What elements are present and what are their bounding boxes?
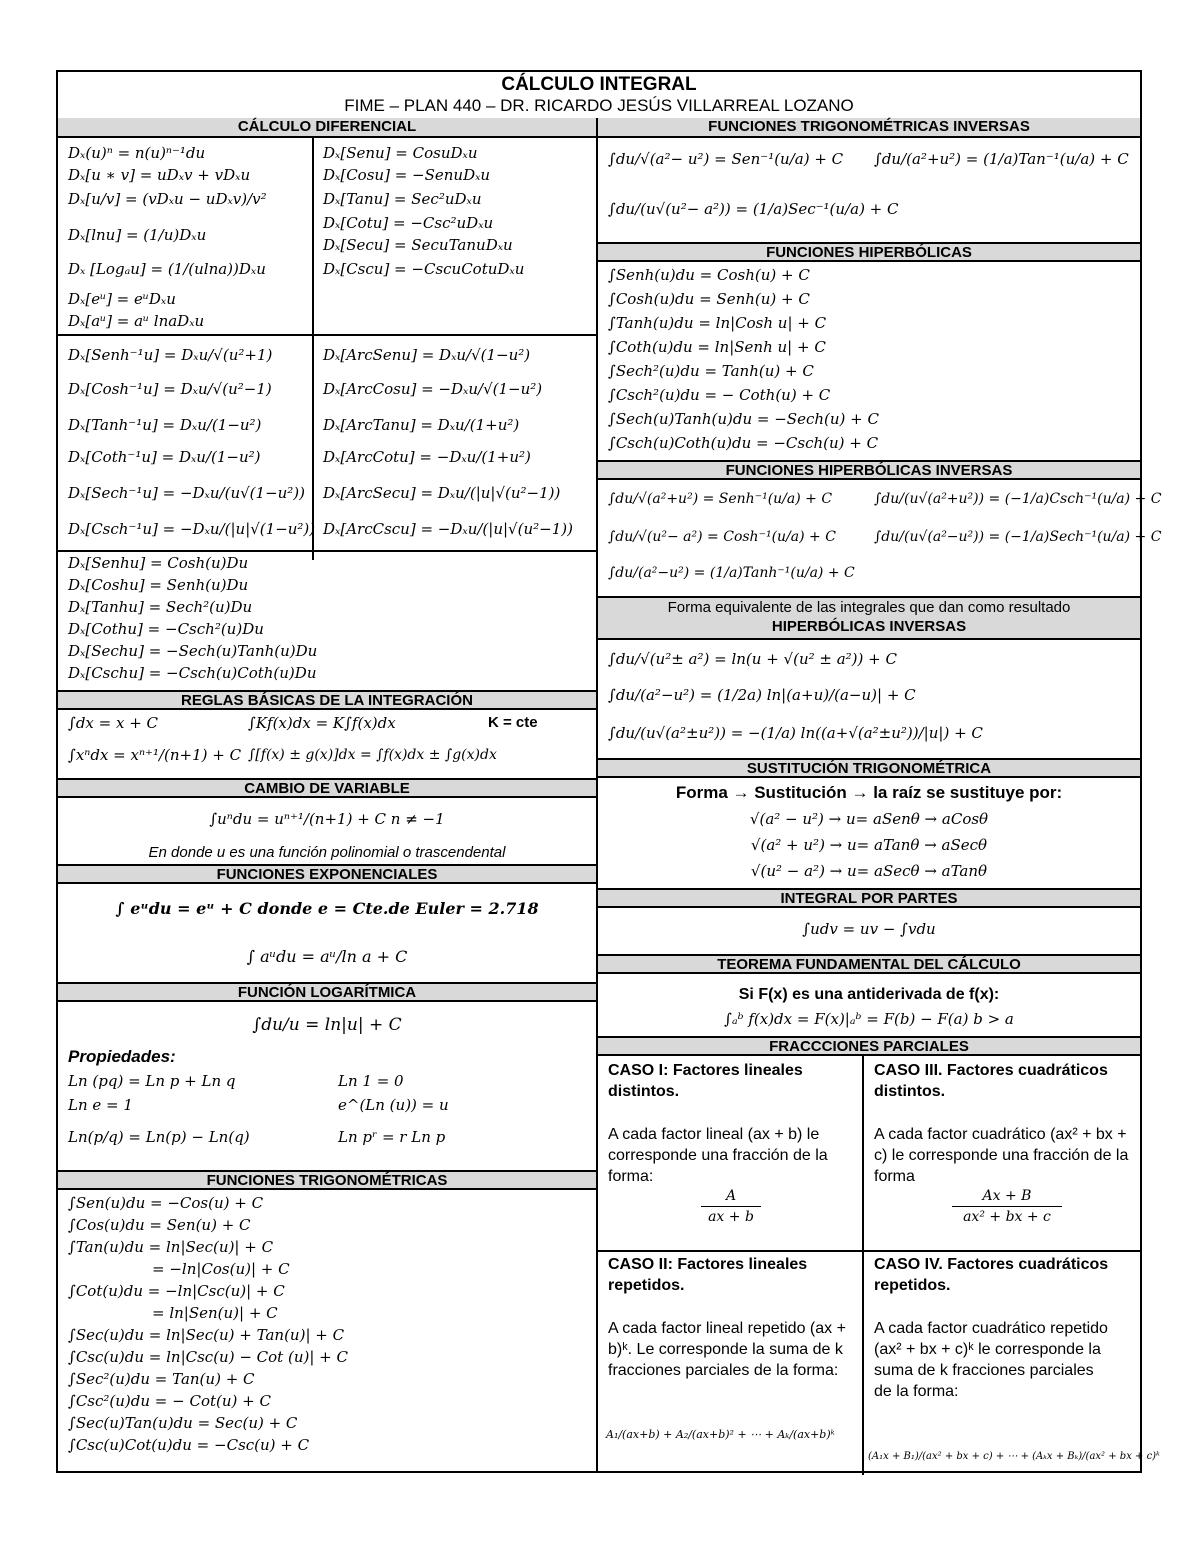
title-block: [58, 72, 1140, 120]
fraction-bar: [701, 1206, 761, 1207]
caso4-formula: (A₁x + B₁)/(ax² + bx + c) + ⋯ + (Aₖx + Bₖ)/(ax² + bx + c)ᵏ: [868, 1451, 1160, 1462]
sust-title: Forma → Sustitución → la raíz se sustituye por:: [675, 783, 1063, 802]
diff-e-2: Dₓ[Tanhu] = Sech²(u)Du: [68, 598, 253, 616]
caso1-title: CASO I: Factores lineales distintos.: [608, 1062, 803, 1100]
diff-c-4: Dₓ[Sech⁻¹u] = −Dₓu/(u√(1−u²)): [68, 484, 306, 502]
hyp-inv-3: ∫du/(u√(a²−u²)) = (−1/a)Sech⁻¹(u/a) + C: [874, 529, 1162, 545]
trig-inv-2: ∫du/(u√(u²− a²)) = (1/a)Sec⁻¹(u/a) + C: [608, 200, 899, 218]
trig-2: ∫Tan(u)du = ln|Sec(u)| + C: [68, 1238, 274, 1256]
diff-c-5: Dₓ[Csch⁻¹u] = −Dₓu/(|u|√(1−u²)): [68, 520, 316, 538]
teo-line-1: Si F(x) es una antiderivada de f(x):: [738, 986, 1000, 1003]
right-column: [598, 118, 1162, 1471]
prop-5: Ln pʳ = r Ln p: [338, 1128, 446, 1146]
diff-a-3: Dₓ[lnu] = (1/u)Dₓu: [68, 226, 207, 244]
regla-2: K = cte: [488, 714, 538, 731]
hyp-2: ∫Tanh(u)du = ln|Cosh u| + C: [608, 314, 827, 332]
trig-10: ∫Sec(u)Tan(u)du = Sec(u) + C: [68, 1414, 298, 1432]
sust-0: √(a² − u²) → u= aSenθ → aCosθ: [749, 810, 989, 828]
hyp-inv-4: ∫du/(a²−u²) = (1/a)Tanh⁻¹(u/a) + C: [608, 565, 855, 581]
diff-d-1: Dₓ[ArcCosu] = −Dₓu/√(1−u²): [323, 380, 543, 398]
cambio-formula: ∫uⁿdu = uⁿ⁺¹/(n+1) + C n ≠ −1: [209, 810, 445, 828]
diff-d-2: Dₓ[ArcTanu] = Dₓu/(1+u²): [323, 416, 520, 434]
diff-b-0: Dₓ[Senu] = CosuDₓu: [323, 144, 478, 162]
diff-e-3: Dₓ[Cothu] = −Csch²(u)Du: [68, 620, 264, 638]
caso1-den: ax + b: [708, 1209, 754, 1225]
equiv-2: ∫du/(u√(a²±u²)) = −(1/a) ln((a+√(a²±u²))/|u|) + C: [608, 724, 983, 742]
diff-b-4: Dₓ[Secu] = SecuTanuDₓu: [323, 236, 513, 254]
teo-line-2: ∫ₐᵇ f(x)dx = F(x)|ₐᵇ = F(b) − F(a) b > a: [724, 1010, 1014, 1028]
prop-2: Ln e = 1: [68, 1096, 133, 1114]
hyp-6: ∫Sech(u)Tanh(u)du = −Sech(u) + C: [608, 410, 879, 428]
divider: [312, 138, 314, 560]
hyp-1: ∫Cosh(u)du = Senh(u) + C: [608, 290, 810, 308]
prop-4: Ln(p/q) = Ln(p) − Ln(q): [68, 1128, 250, 1146]
hyp-inv-0: ∫du/√(a²+u²) = Senh⁻¹(u/a) + C: [608, 491, 833, 507]
exp-header: FUNCIONES EXPONENCIALES: [58, 864, 596, 884]
trig-5: = ln|Sen(u)| + C: [152, 1304, 278, 1322]
diff-a-5: Dₓ[eᵘ] = eᵘDₓu: [68, 290, 176, 308]
caso1-num: A: [725, 1188, 737, 1204]
page-title: CÁLCULO INTEGRAL: [501, 74, 697, 95]
diff-b-5: Dₓ[Cscu] = −CscuCotuDₓu: [323, 260, 525, 278]
page-subtitle: FIME – PLAN 440 – DR. RICARDO JESÚS VILLARREAL LOZANO: [344, 96, 854, 115]
divider: [598, 1250, 1140, 1252]
diff-d-5: Dₓ[ArcCscu] = −Dₓu/(|u|√(u²−1)): [323, 520, 573, 538]
trig-9: ∫Csc²(u)du = − Cot(u) + C: [68, 1392, 271, 1410]
exp-formula-2: ∫ aᵘdu = aᵘ/ln a + C: [246, 947, 408, 966]
caso3-num: Ax + B: [982, 1188, 1032, 1204]
caso1-text: A cada factor lineal (ax + b) le corresponde una fracción de la forma:: [608, 1126, 828, 1185]
sust-1: √(a² + u²) → u= aTanθ → aSecθ: [750, 836, 988, 854]
hyp-inv-1: ∫du/(u√(a²+u²)) = (−1/a)Csch⁻¹(u/a) + C: [874, 491, 1162, 507]
diff-header: CÁLCULO DIFERENCIAL: [58, 118, 596, 138]
diff-c-3: Dₓ[Coth⁻¹u] = Dₓu/(1−u²): [68, 448, 261, 466]
frac-header: FRACCCIONES PARCIALES: [598, 1036, 1140, 1056]
diff-a-1: Dₓ[u ∗ v] = uDₓv + vDₓu: [68, 166, 251, 184]
diff-a-4: Dₓ [Logₐu] = (1/(ulna))Dₓu: [68, 260, 266, 278]
divider: [862, 1056, 864, 1475]
log-formula: ∫du/u = ln|u| + C: [252, 1015, 402, 1035]
diff-d-4: Dₓ[ArcSecu] = Dₓu/(|u|√(u²−1)): [323, 484, 561, 502]
divider: [58, 334, 596, 336]
diff-b-2: Dₓ[Tanu] = Sec²uDₓu: [323, 190, 482, 208]
trig-6: ∫Sec(u)du = ln|Sec(u) + Tan(u)| + C: [68, 1326, 345, 1344]
caso2-title: CASO II: Factores lineales repetidos.: [608, 1256, 808, 1294]
trig-inv-header: FUNCIONES TRIGONOMÉTRICAS INVERSAS: [598, 118, 1140, 138]
exp-formula-1: ∫ eᵘdu = eᵘ + C donde e = Cte.de Euler = 2.718: [115, 899, 539, 918]
reglas-header: REGLAS BÁSICAS DE LA INTEGRACIÓN: [58, 690, 596, 710]
sust-header: SUSTITUCIÓN TRIGONOMÉTRICA: [598, 758, 1140, 778]
cambio-header: CAMBIO DE VARIABLE: [58, 778, 596, 798]
hyp-3: ∫Coth(u)du = ln|Senh u| + C: [608, 338, 826, 356]
teo-header: TEOREMA FUNDAMENTAL DEL CÁLCULO: [598, 954, 1140, 974]
trig-inv-0: ∫du/√(a²− u²) = Sen⁻¹(u/a) + C: [608, 150, 844, 168]
hyp-7: ∫Csch(u)Coth(u)du = −Csch(u) + C: [608, 434, 879, 452]
caso4-title: CASO IV. Factores cuadráticos repetidos.: [874, 1256, 1109, 1294]
equiv-line-2: HIPERBÓLICAS INVERSAS: [771, 618, 967, 635]
trig-header: FUNCIONES TRIGONOMÉTRICAS: [58, 1170, 596, 1190]
diff-a-2: Dₓ[u/v] = (vDₓu − uDₓv)/v²: [68, 190, 267, 208]
propiedades-label: Propiedades:: [68, 1047, 176, 1066]
caso4-text: A cada factor cuadrático repetido (ax² + bx + c)ᵏ le corresponde la suma de k fracciones parciales de la forma:: [874, 1320, 1108, 1400]
hyp-inv-2: ∫du/√(u²− a²) = Cosh⁻¹(u/a) + C: [608, 529, 836, 545]
caso1-fraction: [608, 1188, 854, 1225]
hyp-5: ∫Csch²(u)du = − Coth(u) + C: [608, 386, 831, 404]
caso3-fraction: [874, 1188, 1140, 1225]
log-header: FUNCIÓN LOGARÍTMICA: [58, 982, 596, 1002]
hyp-0: ∫Senh(u)du = Cosh(u) + C: [608, 266, 810, 284]
diff-e-1: Dₓ[Coshu] = Senh(u)Du: [68, 576, 249, 594]
caso3-title: CASO III. Factores cuadráticos distintos.: [874, 1062, 1108, 1100]
diff-c-0: Dₓ[Senh⁻¹u] = Dₓu/√(u²+1): [68, 346, 273, 364]
partes-header: INTEGRAL POR PARTES: [598, 888, 1140, 908]
trig-4: ∫Cot(u)du = −ln|Csc(u)| + C: [68, 1282, 285, 1300]
diff-a-6: Dₓ[aᵘ] = aᵘ lnaDₓu: [68, 312, 205, 330]
trig-0: ∫Sen(u)du = −Cos(u) + C: [68, 1194, 264, 1212]
left-column: [58, 118, 598, 1471]
diff-c-1: Dₓ[Cosh⁻¹u] = Dₓu/√(u²−1): [68, 380, 272, 398]
regla-0: ∫dx = x + C: [68, 714, 159, 732]
prop-1: Ln 1 = 0: [338, 1072, 404, 1090]
caso2-formula: A₁/(ax+b) + A₂/(ax+b)² + ⋯ + Aₖ/(ax+b)ᵏ: [606, 1428, 835, 1441]
prop-3: e^(Ln (u)) = u: [338, 1096, 449, 1114]
diff-d-3: Dₓ[ArcCotu] = −Dₓu/(1+u²): [323, 448, 531, 466]
regla-3: ∫xⁿdx = xⁿ⁺¹/(n+1) + C: [68, 746, 242, 764]
prop-0: Ln (pq) = Ln p + Ln q: [68, 1072, 236, 1090]
trig-7: ∫Csc(u)du = ln|Csc(u) − Cot (u)| + C: [68, 1348, 348, 1366]
caso3-text: A cada factor cuadrático (ax² + bx + c) le corresponde una fracción de la forma: [874, 1126, 1129, 1185]
regla-4: ∫[f(x) ± g(x)]dx = ∫f(x)dx ± ∫g(x)dx: [248, 747, 497, 763]
diff-d-0: Dₓ[ArcSenu] = Dₓu/√(1−u²): [323, 346, 531, 364]
formula-sheet: [56, 70, 1162, 1473]
diff-e-0: Dₓ[Senhu] = Cosh(u)Du: [68, 554, 249, 572]
caso2-text: A cada factor lineal repetido (ax + b)ᵏ. Le corresponde la suma de k fracciones parciales de la forma:: [608, 1320, 846, 1379]
diff-a-0: Dₓ(u)ⁿ = n(u)ⁿ⁻¹du: [68, 144, 206, 162]
sust-2: √(u² − a²) → u= aSecθ → aTanθ: [750, 862, 988, 880]
trig-11: ∫Csc(u)Cot(u)du = −Csc(u) + C: [68, 1436, 310, 1454]
diff-e-5: Dₓ[Cschu] = −Csch(u)Coth(u)Du: [68, 664, 317, 682]
trig-8: ∫Sec²(u)du = Tan(u) + C: [68, 1370, 255, 1388]
hyp-header: FUNCIONES HIPERBÓLICAS: [598, 242, 1140, 262]
hyp-4: ∫Sech²(u)du = Tanh(u) + C: [608, 362, 814, 380]
diff-b-3: Dₓ[Cotu] = −Csc²uDₓu: [323, 214, 494, 232]
diff-c-2: Dₓ[Tanh⁻¹u] = Dₓu/(1−u²): [68, 416, 262, 434]
fraction-bar: [952, 1206, 1062, 1207]
diff-b-1: Dₓ[Cosu] = −SenuDₓu: [323, 166, 491, 184]
partes-formula: ∫udv = uv − ∫vdu: [802, 920, 936, 938]
regla-1: ∫Kf(x)dx = K∫f(x)dx: [248, 714, 396, 732]
equiv-line-1: Forma equivalente de las integrales que dan como resultado: [667, 599, 1071, 616]
trig-inv-1: ∫du/(a²+u²) = (1/a)Tan⁻¹(u/a) + C: [874, 150, 1129, 168]
cambio-note: En donde u es una función polinomial o trascendental: [148, 844, 506, 861]
equiv-header: [598, 598, 1140, 640]
trig-1: ∫Cos(u)du = Sen(u) + C: [68, 1216, 251, 1234]
diff-e-4: Dₓ[Sechu] = −Sech(u)Tanh(u)Du: [68, 642, 318, 660]
caso3-den: ax² + bx + c: [963, 1209, 1051, 1225]
trig-3: = −ln|Cos(u)| + C: [152, 1260, 290, 1278]
hyp-inv-header: FUNCIONES HIPERBÓLICAS INVERSAS: [598, 460, 1140, 480]
equiv-0: ∫du/√(u²± a²) = ln(u + √(u² ± a²)) + C: [608, 650, 897, 668]
equiv-1: ∫du/(a²−u²) = (1/2a) ln|(a+u)/(a−u)| + C: [608, 686, 916, 704]
